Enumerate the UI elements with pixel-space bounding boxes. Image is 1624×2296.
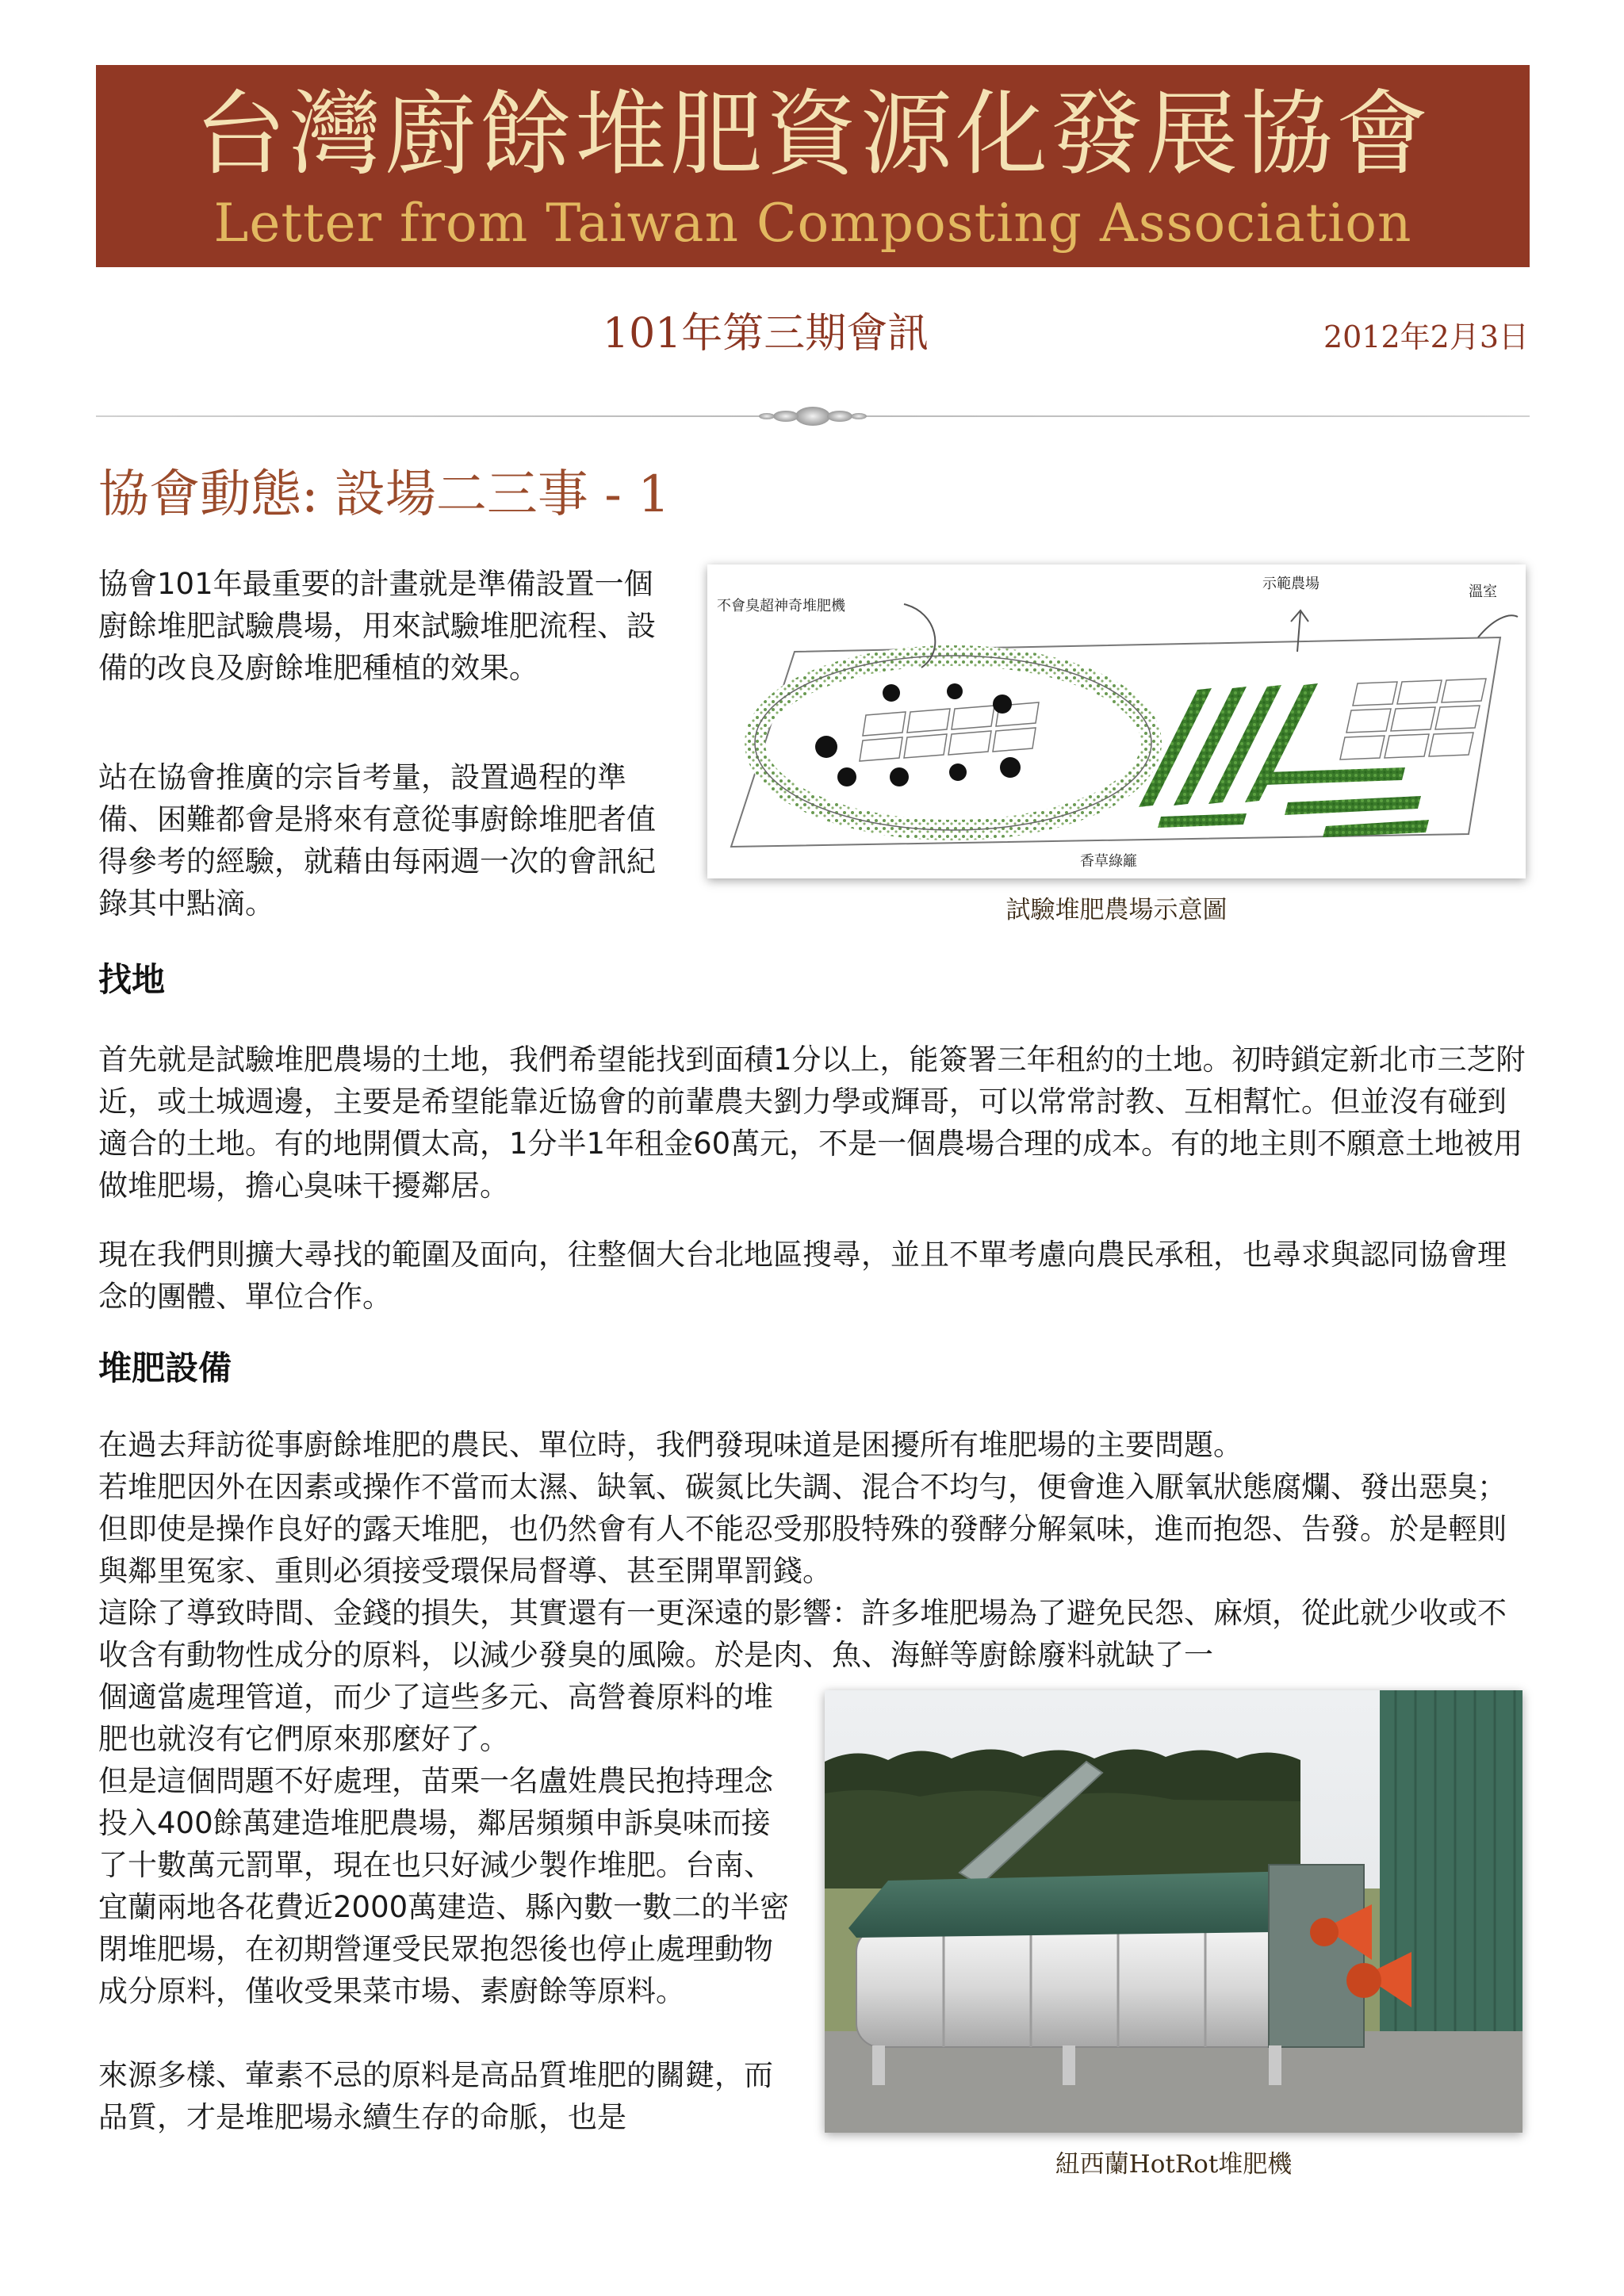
- association-title: 台灣廚餘堆肥資源化發展協會: [194, 81, 1431, 188]
- section-heading-find-land: 找地: [98, 960, 166, 999]
- photo-caption: 紐西蘭HotRot堆肥機: [1055, 2150, 1293, 2179]
- association-subtitle: Letter from Taiwan Composting Association: [213, 193, 1412, 254]
- intro-paragraph-2: 站在協會推廣的宗旨考量，設置過程的準備、困難都會是將來有意從事廚餘堆肥者值得參考的經驗，就藉由每兩週一次的會訊紀錄其中點滴。: [98, 760, 656, 920]
- issue-label: 101年第三期會訊: [603, 310, 929, 358]
- equipment-paragraph-4: 個適當處理管道，而少了這些多元、高營養原料的堆肥也就沒有它們原來那麼好了。: [98, 1680, 773, 1756]
- find-land-paragraph-1: 首先就是試驗堆肥農場的土地，我們希望能找到面積1分以上，能簽署三年租約的土地。初時鎖定新北市三芝附近，或土城週邊，主要是希望能靠近協會的前輩農夫劉力學或輝哥，可以常常討教、互相幫忙。但並沒有碰到適合的土地。有的地開價太高，1分半1年租金60萬元，不是一個農場合理的成本。有的地主則不願意土地被用做堆肥場，擔心臭味干擾鄰居。: [98, 1043, 1526, 1203]
- article-headline: 協會動態: 設場二三事 - 1: [98, 465, 670, 524]
- sketch-label-greenhouse: 溫室: [1469, 584, 1497, 600]
- sketch-label-demo-farm: 示範農場: [1262, 576, 1320, 592]
- masthead-banner: [96, 65, 1530, 267]
- sketch-label-machine: 不會臭超神奇堆肥機: [717, 598, 845, 614]
- equipment-paragraph-3: 這除了導致時間、金錢的損失，其實還有一更深遠的影響：許多堆肥場為了避免民怨、麻煩，從此就少收或不收含有動物性成分的原料，以減少發臭的風險。於是肉、魚、海鮮等廚餘廢料就缺了一: [98, 1596, 1507, 1672]
- issue-date: 2012年2月3日: [1323, 320, 1529, 354]
- intro-paragraph-1: 協會101年最重要的計畫就是準備設置一個廚餘堆肥試驗農場，用來試驗堆肥流程、設備的改良及廚餘堆肥種植的效果。: [98, 567, 656, 685]
- ornament-divider: [96, 404, 1530, 428]
- equipment-paragraph-5: 但是這個問題不好處理，苗栗一名盧姓農民抱持理念投入400餘萬建造堆肥農場，鄰居頻頻申訴臭味而接了十數萬元罰單，現在也只好減少製作堆肥。台南、宜蘭兩地各花費近2000萬建造、縣內數一數二的半密閉堆肥場，在初期營運受民眾抱怨後也停止處理動物成分原料，僅收受果菜市場、素廚餘等原料。: [98, 1764, 790, 2008]
- equipment-paragraph-1: 在過去拜訪從事廚餘堆肥的農民、單位時，我們發現味道是困擾所有堆肥場的主要問題。: [98, 1428, 1243, 1462]
- sketch-label-herbs: 香草綠籬: [1080, 853, 1137, 870]
- equipment-paragraph-2: 若堆肥因外在因素或操作不當而太濕、缺氧、碳氮比失調、混合不均勻，便會進入厭氧狀態腐爛、發出惡臭；但即使是操作良好的露天堆肥，也仍然會有人不能忍受那股特殊的發酵分解氣味，進而抱怨、告發。於是輕則與鄰里冤家、重則必須接受環保局督導、甚至開單罰錢。: [98, 1470, 1507, 1588]
- hotrot-machine-photo: [825, 1690, 1522, 2133]
- find-land-paragraph-2: 現在我們則擴大尋找的範圍及面向，往整個大台北地區搜尋，並且不單考慮向農民承租，也尋求與認同協會理念的團體、單位合作。: [98, 1238, 1507, 1314]
- sketch-caption: 試驗堆肥農場示意圖: [1005, 896, 1228, 924]
- farm-sketch-illustration: [707, 564, 1526, 878]
- farm-sketch-figure: [707, 564, 1526, 878]
- section-heading-equipment: 堆肥設備: [98, 1349, 232, 1387]
- equipment-paragraph-6: 來源多樣、葷素不忌的原料是高品質堆肥的關鍵，而品質，才是堆肥場永續生存的命脈，也是: [98, 2058, 773, 2134]
- hotrot-machine-illustration: [825, 1690, 1522, 2133]
